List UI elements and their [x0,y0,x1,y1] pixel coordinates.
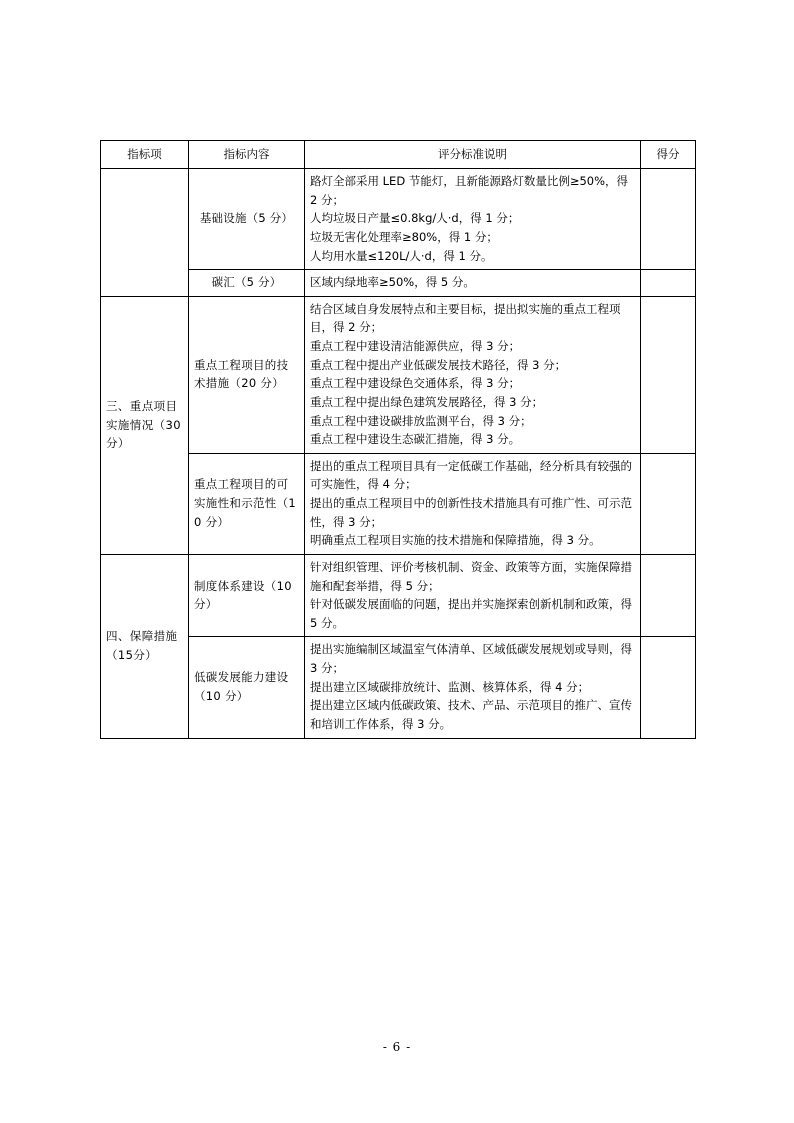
score-input-cell[interactable] [641,554,696,637]
header-cell-indicator-item: 指标项 [101,141,189,169]
criteria-cell [305,169,641,270]
criteria-line: 提出建立区域碳排放统计、监测、核算体系，得 4 分； [310,679,590,694]
score-input-cell[interactable] [641,637,696,738]
criteria-line: 重点工程中建设碳排放监测平台，得 3 分； [310,413,532,428]
criteria-line: 垃圾无害化处理率≥80%，得 1 分； [310,229,498,244]
indicator-name-cell: 基础设施（5 分） [189,169,305,270]
header-cell-indicator-content: 指标内容 [189,141,305,169]
table-header-row [101,141,696,169]
score-input-cell[interactable] [641,296,696,453]
section-label-cell-key-projects: 三、重点项目实施情况（30分） [101,296,189,554]
criteria-cell [305,554,641,637]
criteria-line: 提出的重点工程项目具有一定低碳工作基础，经分析具有较强的可实施性，得 4 分； [310,458,632,492]
criteria-line: 提出实施编制区域温室气体清单、区域低碳发展规划或导则，得 3 分； [310,642,632,675]
criteria-line: 针对低碳发展面临的问题，提出并实施探索创新机制和政策，得 5 分。 [310,597,632,630]
table-row [101,270,696,297]
criteria-cell [305,453,641,554]
indicator-name-cell: 低碳发展能力建设（10 分） [189,637,305,738]
indicator-name-cell: 重点工程项目的技术措施（20 分） [189,296,305,453]
criteria-line: 提出的重点工程项目中的创新性技术措施具有可推广性、可示范性，得 3 分； [310,496,632,529]
header-cell-scoring-criteria: 评分标准说明 [305,141,641,169]
criteria-line: 重点工程中建设生态碳汇措施，得 3 分。 [310,432,521,447]
criteria-line: 重点工程中建设清洁能源供应，得 3 分； [310,339,521,353]
indicator-name-cell: 制度体系建设（10分） [189,554,305,637]
table-row [101,554,696,637]
criteria-line: 重点工程中提出产业低碳发展技术路径，得 3 分； [310,357,567,372]
criteria-line: 结合区域自身发展特点和主要目标，提出拟实施的重点工程项目，得 2 分； [310,301,621,335]
indicator-name-cell: 重点工程项目的可实施性和示范性（10 分） [189,453,305,554]
criteria-cell [305,637,641,738]
criteria-line: 区域内绿地率≥50%，得 5 分。 [310,275,475,290]
criteria-line: 重点工程中提出绿色建筑发展路径，得 3 分； [310,394,544,409]
score-input-cell[interactable] [641,270,696,297]
table-row [101,296,696,453]
criteria-line: 针对组织管理、评价考核机制、资金、政策等方面，实施保障措施和配套举措，得 5 分； [310,559,632,593]
criteria-cell [305,296,641,453]
score-input-cell[interactable] [641,169,696,270]
table-row [101,637,696,738]
table-row [101,453,696,554]
page-number: - 6 - [382,1040,412,1054]
evaluation-criteria-table [100,140,696,739]
header-cell-score: 得分 [641,141,696,169]
table-row [101,169,696,270]
section-label-cell-safeguards: 四、保障措施（15分） [101,554,189,738]
criteria-line: 提出建立区域内低碳政策、技术、产品、示范项目的推广、宣传和培训工作体系，得 3 分。 [310,698,632,731]
section-label-cell-continued [101,169,189,297]
indicator-name-cell: 碳汇（5 分） [189,270,305,297]
criteria-line: 人均垃圾日产量≤0.8kg/人·d，得 1 分； [310,211,520,226]
criteria-line: 路灯全部采用 LED 节能灯，且新能源路灯数量比例≥50%，得 2 分； [310,174,629,207]
criteria-line: 重点工程中建设绿色交通体系，得 3 分； [310,376,521,391]
score-input-cell[interactable] [641,453,696,554]
criteria-line: 明确重点工程项目实施的技术措施和保障措施，得 3 分。 [310,533,601,548]
criteria-line: 人均用水量≤120L/人·d，得 1 分。 [310,248,493,263]
criteria-cell [305,270,641,297]
